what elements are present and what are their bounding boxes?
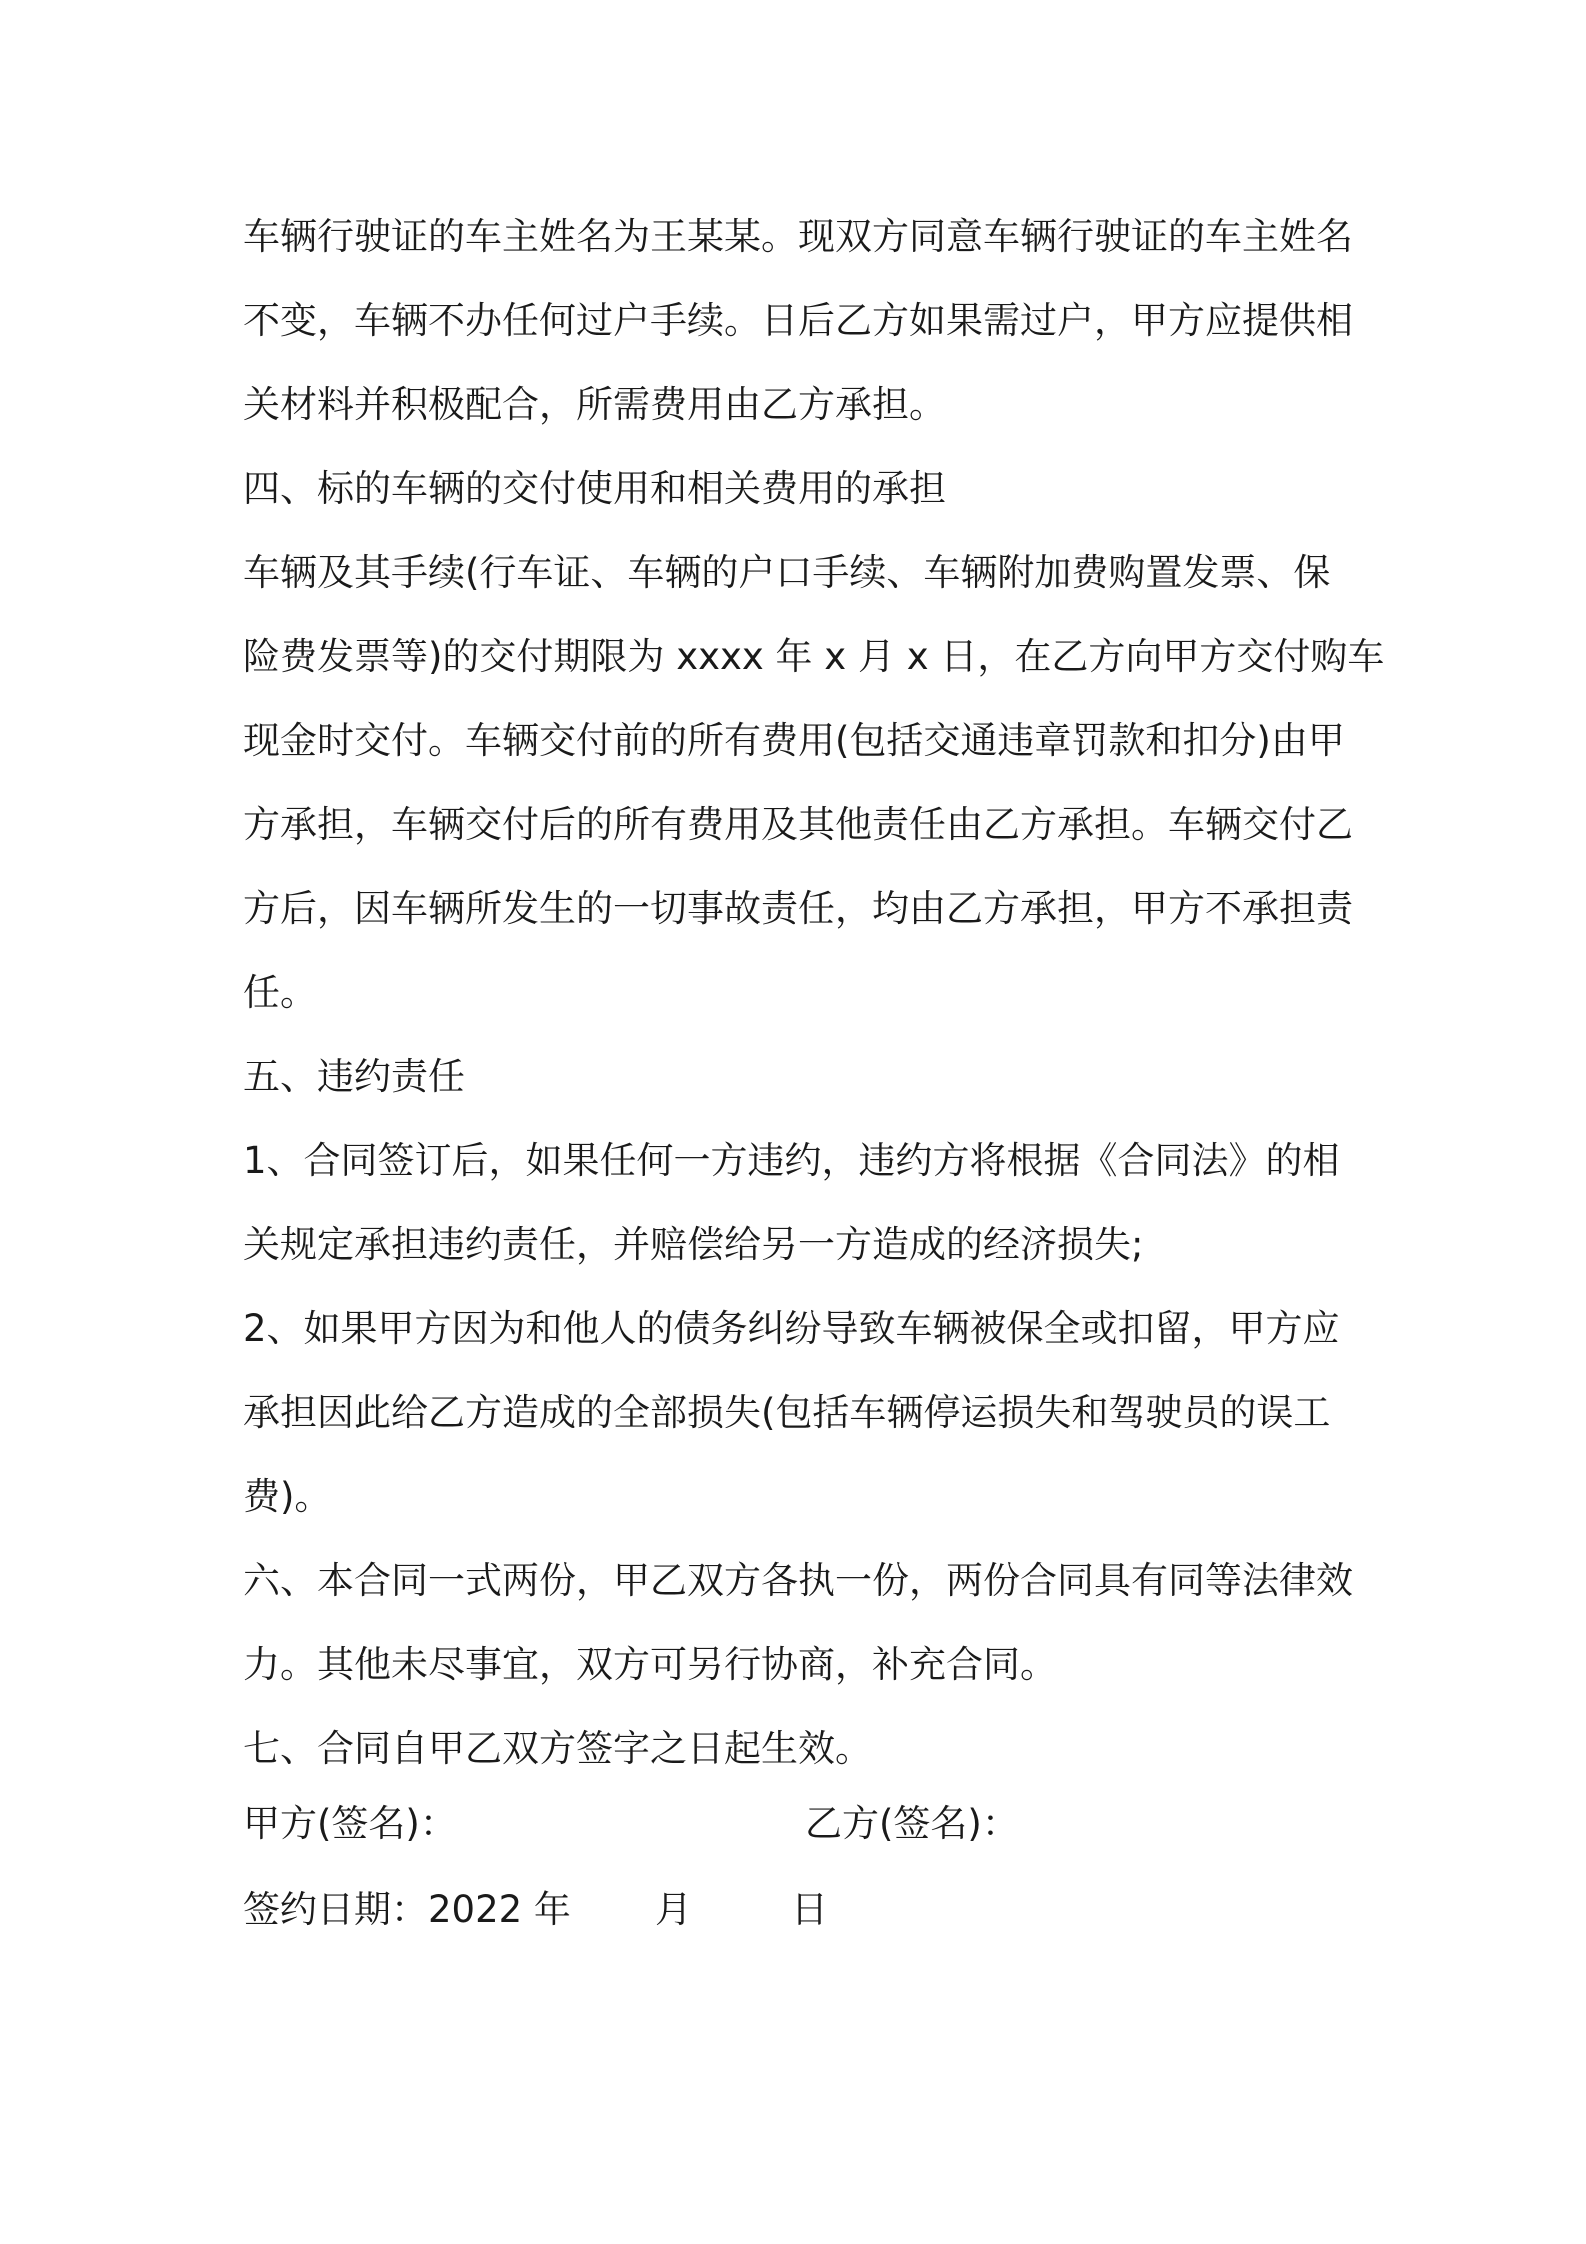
signing-date-row bbox=[243, 1868, 1363, 1952]
signing-date-label: 签约日期：2022 年 bbox=[243, 1888, 571, 1931]
text-line: 车辆及其手续(行车证、车辆的户口手续、车辆附加费购置发票、保 bbox=[243, 551, 1331, 594]
text-line: 险费发票等)的交付期限为 xxxx 年 x 月 x 日，在乙方向甲方交付购车 bbox=[243, 635, 1385, 678]
section-heading: 七、合同自甲乙双方签字之日起生效。 bbox=[243, 1727, 872, 1770]
text-line: 2、如果甲方因为和他人的债务纠纷导致车辆被保全或扣留，甲方应 bbox=[243, 1307, 1340, 1350]
text-line: 1、合同签订后，如果任何一方违约，违约方将根据《合同法》的相 bbox=[243, 1139, 1340, 1182]
text-line: 关材料并积极配合，所需费用由乙方承担。 bbox=[243, 383, 946, 426]
text-line: 关规定承担违约责任，并赔偿给另一方造成的经济损失; bbox=[243, 1223, 1144, 1266]
text-line: 费)。 bbox=[243, 1475, 332, 1518]
text-line: 任。 bbox=[243, 971, 317, 1014]
section-heading: 四、标的车辆的交付使用和相关费用的承担 bbox=[243, 467, 946, 510]
party-a-signature-label: 甲方(签名)： bbox=[243, 1802, 457, 1845]
section-heading: 五、违约责任 bbox=[243, 1055, 465, 1098]
section-heading: 六、本合同一式两份，甲乙双方各执一份，两份合同具有同等法律效 bbox=[243, 1559, 1353, 1602]
text-line: 力。其他未尽事宜，双方可另行协商，补充合同。 bbox=[243, 1643, 1057, 1686]
signing-date-day: 日 bbox=[791, 1888, 828, 1931]
contract-body bbox=[243, 195, 1385, 1791]
signing-date-month: 月 bbox=[655, 1888, 692, 1931]
text-line: 车辆行驶证的车主姓名为王某某。现双方同意车辆行驶证的车主姓名 bbox=[243, 215, 1353, 258]
text-line: 方承担，车辆交付后的所有费用及其他责任由乙方承担。车辆交付乙 bbox=[243, 803, 1353, 846]
text-line: 现金时交付。车辆交付前的所有费用(包括交通违章罚款和扣分)由甲 bbox=[243, 719, 1345, 762]
text-line: 不变，车辆不办任何过户手续。日后乙方如果需过户，甲方应提供相 bbox=[243, 299, 1353, 342]
party-b-signature-label: 乙方(签名)： bbox=[805, 1802, 1019, 1845]
text-line: 承担因此给乙方造成的全部损失(包括车辆停运损失和驾驶员的误工 bbox=[243, 1391, 1331, 1434]
signature-row bbox=[243, 1782, 1363, 1866]
text-line: 方后，因车辆所发生的一切事故责任，均由乙方承担，甲方不承担责 bbox=[243, 887, 1353, 930]
